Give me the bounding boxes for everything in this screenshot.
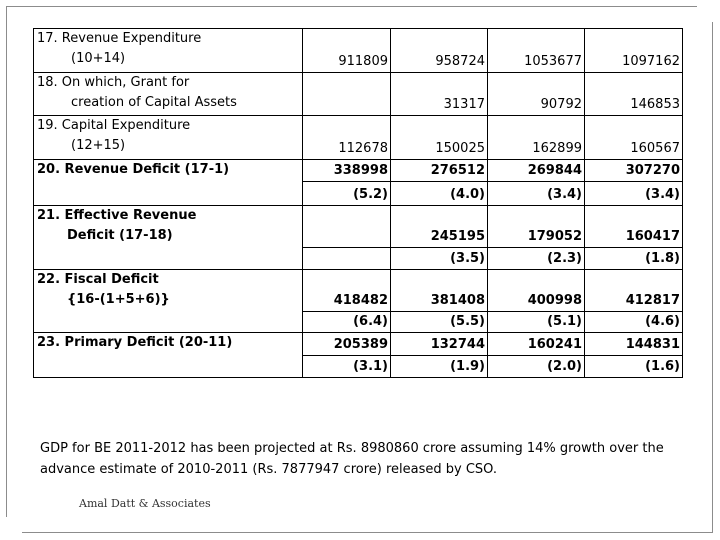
table-cell: (3.1) bbox=[303, 356, 391, 378]
table-cell: (5.2) bbox=[303, 182, 391, 206]
table-cell: 400998 bbox=[488, 270, 585, 312]
table-cell: (1.6) bbox=[585, 356, 683, 378]
table-cell: (5.1) bbox=[488, 312, 585, 333]
table-cell: 144831 bbox=[585, 333, 683, 356]
row-label-primary-deficit: 23. Primary Deficit (20-11) bbox=[34, 333, 303, 378]
table-cell: (4.6) bbox=[585, 312, 683, 333]
table-cell: (4.0) bbox=[391, 182, 488, 206]
table-cell bbox=[303, 206, 391, 248]
row-label-revenue-expenditure: 17. Revenue Expenditure (10+14) bbox=[34, 29, 303, 73]
table-row bbox=[34, 270, 683, 312]
table-cell: 179052 bbox=[488, 206, 585, 248]
row-label-revenue-deficit: 20. Revenue Deficit (17-1) bbox=[34, 160, 303, 206]
table-cell: 160417 bbox=[585, 206, 683, 248]
table-cell: (1.8) bbox=[585, 248, 683, 270]
table-cell: (6.4) bbox=[303, 312, 391, 333]
slide-corner-bottom bbox=[6, 517, 22, 533]
table-cell: 90792 bbox=[488, 73, 585, 116]
table-cell: 132744 bbox=[391, 333, 488, 356]
table-cell: 276512 bbox=[391, 160, 488, 182]
table-cell: 911809 bbox=[303, 29, 391, 73]
table-row bbox=[34, 116, 683, 160]
table-cell: 418482 bbox=[303, 270, 391, 312]
row-label-grant-capital-assets: 18. On which, Grant for creation of Capital Assets bbox=[34, 73, 303, 116]
table-cell: 1053677 bbox=[488, 29, 585, 73]
table-cell: (3.5) bbox=[391, 248, 488, 270]
gdp-note: GDP for BE 2011-2012 has been projected at Rs. 8980860 crore assuming 14% growth over the advance estimate of 2010-2011 (Rs. 7877947 crore) released by CSO. bbox=[40, 441, 664, 477]
table-cell: (3.4) bbox=[488, 182, 585, 206]
table-cell: (2.0) bbox=[488, 356, 585, 378]
table-cell: 205389 bbox=[303, 333, 391, 356]
table-cell: 307270 bbox=[585, 160, 683, 182]
table-cell: 150025 bbox=[391, 116, 488, 160]
row-label-capital-expenditure: 19. Capital Expenditure (12+15) bbox=[34, 116, 303, 160]
table-cell: 269844 bbox=[488, 160, 585, 182]
table-cell bbox=[303, 73, 391, 116]
table-row bbox=[34, 333, 683, 356]
row-label-fiscal-deficit: 22. Fiscal Deficit {16-(1+5+6)} bbox=[34, 270, 303, 333]
table-row bbox=[34, 73, 683, 116]
footer-credit: Amal Datt & Associates bbox=[79, 497, 211, 510]
table-cell: 338998 bbox=[303, 160, 391, 182]
table-cell bbox=[303, 248, 391, 270]
table-cell: 412817 bbox=[585, 270, 683, 312]
table-cell: (3.4) bbox=[585, 182, 683, 206]
table-cell: 146853 bbox=[585, 73, 683, 116]
table-cell: 245195 bbox=[391, 206, 488, 248]
table-cell: (5.5) bbox=[391, 312, 488, 333]
table-cell: 31317 bbox=[391, 73, 488, 116]
table-row bbox=[34, 206, 683, 248]
table-cell: 1097162 bbox=[585, 29, 683, 73]
table-cell: 162899 bbox=[488, 116, 585, 160]
table-cell: 112678 bbox=[303, 116, 391, 160]
table-cell: 958724 bbox=[391, 29, 488, 73]
budget-table bbox=[33, 28, 683, 378]
slide-corner-top bbox=[697, 6, 713, 22]
table-cell: 160241 bbox=[488, 333, 585, 356]
row-label-effective-revenue-deficit: 21. Effective Revenue Deficit (17-18) bbox=[34, 206, 303, 270]
table-row bbox=[34, 29, 683, 73]
table-cell: (2.3) bbox=[488, 248, 585, 270]
table-cell: 160567 bbox=[585, 116, 683, 160]
table-cell: 381408 bbox=[391, 270, 488, 312]
table-row bbox=[34, 160, 683, 182]
table-cell: (1.9) bbox=[391, 356, 488, 378]
